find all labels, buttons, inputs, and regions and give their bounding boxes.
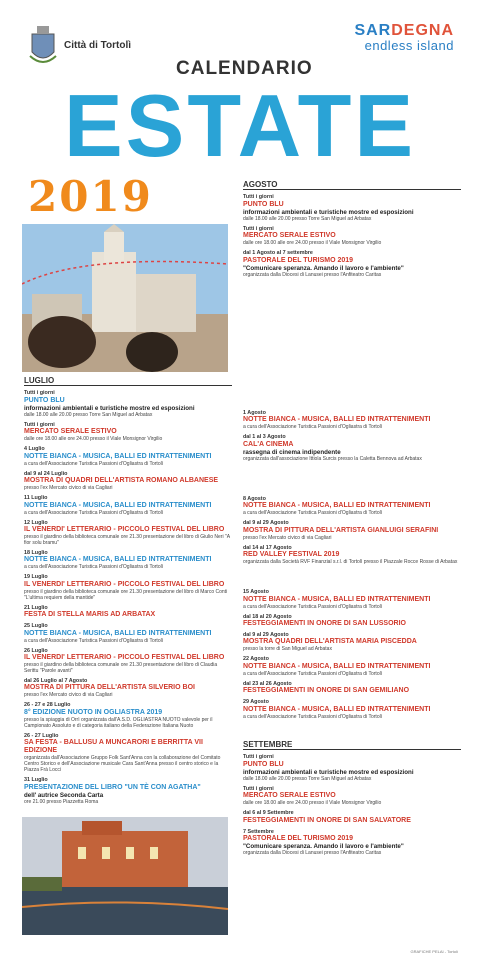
event-title: PUNTO BLU <box>243 200 284 208</box>
event-entry <box>24 733 232 773</box>
event-date: 7 Settembre <box>243 828 274 835</box>
event-desc: presso l'ex Mercato civico di via Cagliari <box>24 485 113 492</box>
event-title: PUNTO BLU <box>243 760 284 768</box>
event-title: SA FESTA - BALLUSU A MUNCARORI E BERRITTA VII EDIZIONE <box>24 739 203 755</box>
event-desc: presso il giardino della biblioteca comunale ore 21.30 presentazione del libro di Claudia Serittu "Parole avanti" <box>24 662 218 675</box>
event-desc: a cura dell'Associazione Turistica Passioni d'Ogliastra di Tortolì <box>243 603 383 610</box>
event-desc: organizzata dall'Associazione Gruppo Folk Sant'Anna con la collaborazione del Comitato Centro Storico e dell'Associazione musicale Cara Sant'Anna presso il centro storico e la Piazza Frà Locci <box>24 755 221 774</box>
event-title: NOTTE BIANCA - MUSICA, BALLI ED INTRATTENIMENTI <box>24 629 212 637</box>
event-entry <box>24 422 232 442</box>
event-entry <box>243 496 461 516</box>
event-entry <box>243 786 461 806</box>
event-title: MERCATO SERALE ESTIVO <box>243 232 336 240</box>
event-title: IL VENERDI' LETTERARIO - PICCOLO FESTIVAL DEL LIBRO <box>24 526 225 534</box>
event-desc: presso il giardino della biblioteca comunale ore 21.30 presentazione del libro di Marco Conti "L'ultima requiem della mantide" <box>24 588 228 601</box>
event-desc: dalle ore 18.00 alle ore 24.00 presso il Viale Monsignor Virgilio <box>243 800 382 807</box>
event-entry <box>243 681 461 695</box>
month-heading: AGOSTO <box>243 182 461 190</box>
event-title: RED VALLEY FESTIVAL 2019 <box>243 551 340 559</box>
event-date: Tutti i giorni <box>243 785 274 792</box>
event-entry <box>243 656 461 676</box>
event-entry <box>24 471 232 491</box>
event-title: MOSTRA DI PITTURA DELL'ARTISTA GIANLUIGI SERAFINI <box>243 526 439 534</box>
season-heading: ESTATE <box>63 76 417 175</box>
event-date: 29 Agosto <box>243 699 269 706</box>
event-title: PASTORALE DEL TURISMO 2019 <box>243 834 354 842</box>
event-entry <box>243 754 461 782</box>
event-date: dal 9 al 29 Agosto <box>243 632 289 639</box>
event-title: FESTEGGIAMENTI IN ONORE DI SAN LUSSORIO <box>243 620 406 628</box>
event-entry <box>243 829 461 857</box>
city-crest-icon <box>28 24 58 66</box>
event-desc: organizzata dall'associazione Ittiola Surcis presso la Caletta Bennova ad Arbatax <box>243 456 422 463</box>
event-entry <box>24 623 232 643</box>
event-date: dal 18 al 20 Agosto <box>243 613 292 620</box>
event-subtitle: "Comunicare speranza. Amando il lavoro e l'ambiente" <box>243 842 404 850</box>
event-date: 26 - 27 e 28 Luglio <box>24 702 71 709</box>
event-date: dal 9 al 24 Luglio <box>24 470 68 477</box>
event-date: 22 Agosto <box>243 656 269 663</box>
event-desc: dalle ore 18.00 alle ore 24.00 presso il Viale Monsignor Virgilio <box>243 240 382 247</box>
agosto-entries <box>243 194 461 719</box>
event-title: NOTTE BIANCA - MUSICA, BALLI ED INTRATTENIMENTI <box>24 501 212 509</box>
event-title: FESTEGGIAMENTI IN ONORE DI SAN GEMILIANO <box>243 687 410 695</box>
event-entry <box>243 410 461 430</box>
event-date: 31 Luglio <box>24 777 48 784</box>
event-date: 1 Agosto <box>243 410 266 417</box>
event-title: MERCATO SERALE ESTIVO <box>243 792 336 800</box>
event-subtitle: rassegna di cinema indipendente <box>243 448 341 456</box>
event-subtitle: dell' autrice Seconda Carta <box>24 791 104 799</box>
event-entry <box>24 495 232 515</box>
sardegna-logo <box>354 22 454 53</box>
agosto-settembre-column <box>243 180 461 860</box>
harbour-photo <box>22 817 228 935</box>
event-desc: a cura dell'Associazione Turistica Passioni d'Ogliastra di Tortolì <box>24 637 164 644</box>
event-title: IL VENERDI' LETTERARIO - PICCOLO FESTIVAL DEL LIBRO <box>24 580 225 588</box>
event-title: NOTTE BIANCA - MUSICA, BALLI ED INTRATTENIMENTI <box>243 705 431 713</box>
event-subtitle: "Comunicare speranza. Amando il lavoro e l'ambiente" <box>243 264 404 272</box>
event-entry <box>24 520 232 546</box>
event-date: 8 Agosto <box>243 496 266 503</box>
event-date: dal 6 al 9 Settembre <box>243 810 294 817</box>
event-entry <box>24 605 232 619</box>
event-desc: a cura dell'Associazione Turistica Passioni d'Ogliastra di Tortolì <box>243 424 383 431</box>
year-heading: 2019 <box>28 172 153 221</box>
event-entry <box>243 632 461 652</box>
event-title: MOSTRA DI PITTURA DELL'ARTISTA SILVERIO BOI <box>24 684 195 692</box>
event-title: NOTTE BIANCA - MUSICA, BALLI ED INTRATTENIMENTI <box>24 556 212 564</box>
event-title: PRESENTAZIONE DEL LIBRO "UN TÈ CON AGATHA" <box>24 783 201 791</box>
event-entry <box>243 699 461 719</box>
event-date: 26 Luglio <box>24 647 48 654</box>
event-desc: organizzata dalla Diocesi di Lanusei presso l'Anfiteatro Caritas <box>243 272 382 279</box>
event-date: Tutti i giorni <box>24 422 55 429</box>
event-title: CAL'A CINEMA <box>243 440 294 448</box>
event-title: PASTORALE DEL TURISMO 2019 <box>243 256 354 264</box>
event-title: NOTTE BIANCA - MUSICA, BALLI ED INTRATTENIMENTI <box>243 595 431 603</box>
event-date: dal 23 al 26 Agosto <box>243 680 292 687</box>
event-desc: organizzata dalla Società RVF Finanzial s.r.l. di Tortolì presso il Piazzale Rocce Rosse di Arbatax <box>243 559 458 566</box>
calendar-heading: CALENDARIO <box>176 58 313 79</box>
event-title: MERCATO SERALE ESTIVO <box>24 428 117 436</box>
event-title: NOTTE BIANCA - MUSICA, BALLI ED INTRATTENIMENTI <box>243 662 431 670</box>
event-date: dal 1 Agosto al 7 settembre <box>243 250 313 257</box>
event-entry <box>243 194 461 222</box>
event-entry <box>24 678 232 698</box>
event-title: NOTTE BIANCA - MUSICA, BALLI ED INTRATTENIMENTI <box>243 502 431 510</box>
brand-tagline: endless island <box>364 38 454 53</box>
event-desc: dalle 18.00 alle 20.00 presso Torre San Miguel ad Arbatax <box>243 216 372 223</box>
event-entry <box>243 250 461 406</box>
event-date: 21 Luglio <box>24 604 48 611</box>
event-date: dal 1 al 3 Agosto <box>243 434 286 441</box>
event-date: Tutti i giorni <box>24 390 55 397</box>
settembre-entries <box>243 754 461 856</box>
event-title: NOTTE BIANCA - MUSICA, BALLI ED INTRATTENIMENTI <box>243 416 431 424</box>
event-date: 11 Luglio <box>24 495 48 502</box>
event-desc: a cura dell'Associazione Turistica Passioni d'Ogliastra di Tortolì <box>243 670 383 677</box>
event-desc: a cura dell'Associazione Turistica Passioni d'Ogliastra di Tortolì <box>24 460 164 467</box>
event-desc: presso la torre di San Miguel ad Arbatax <box>243 646 332 653</box>
event-desc: dalle 18.00 alle 20.00 presso Torre San Miguel ad Arbatax <box>243 775 372 782</box>
event-date: 15 Agosto <box>243 589 269 596</box>
event-desc: organizzata dalla Diocesi di Lanusei presso l'Anfiteatro Caritas <box>243 850 382 857</box>
event-subtitle: informazioni ambientali e turistiche mostre ed esposizioni <box>24 404 195 412</box>
event-entry <box>24 574 232 600</box>
event-date: dal 14 al 17 Agosto <box>243 544 292 551</box>
event-desc: presso l'ex Mercato civico di via Cagliari <box>243 534 332 541</box>
event-entry <box>243 545 461 585</box>
event-entry <box>243 589 461 609</box>
event-desc: presso il giardino della biblioteca comunale ore 21.30 presentazione del libro di Giulio Neri "A fior solu bramu" <box>24 534 230 547</box>
event-entry <box>243 226 461 246</box>
event-date: 26 - 27 Luglio <box>24 732 59 739</box>
event-subtitle: informazioni ambientali e turistiche mostre ed esposizioni <box>243 768 414 776</box>
event-date: 4 Luglio <box>24 446 45 453</box>
event-date: 25 Luglio <box>24 623 48 630</box>
brand-part2: DEGNA <box>391 22 454 39</box>
event-title: MOSTRA DI QUADRI DELL'ARTISTA ROMANO ALBANESE <box>24 477 219 485</box>
brand-part1: SAR <box>354 22 392 39</box>
pastorale-schedule <box>243 278 461 406</box>
event-desc: a cura dell'Associazione Turistica Passioni d'Ogliastra di Tortolì <box>243 510 383 517</box>
event-entry <box>243 614 461 628</box>
luglio-entries <box>24 390 232 805</box>
event-entry <box>24 446 232 466</box>
event-date: Tutti i giorni <box>243 754 274 761</box>
city-name: Città di Tortolì <box>64 40 132 51</box>
event-desc: a cura dell'Associazione Turistica Passioni d'Ogliastra di Tortolì <box>24 509 164 516</box>
event-date: dal 26 Luglio al 7 Agosto <box>24 678 88 685</box>
footer-credit: GRAFICHE PELAI - Tortolì <box>410 949 458 954</box>
event-desc: dalle ore 18.00 alle ore 24.00 presso il Viale Monsignor Virgilio <box>24 436 163 443</box>
event-title: IL VENERDI' LETTERARIO - PICCOLO FESTIVAL DEL LIBRO <box>24 654 225 662</box>
event-desc: a cura dell'Associazione Turistica Passioni d'Ogliastra di Tortolì <box>24 564 164 571</box>
event-entry <box>24 648 232 674</box>
event-entry <box>24 390 232 418</box>
event-date: dal 9 al 29 Agosto <box>243 520 289 527</box>
event-entry <box>24 550 232 570</box>
event-date: 18 Luglio <box>24 550 48 557</box>
event-entry <box>243 520 461 540</box>
event-subtitle: informazioni ambientali e turistiche mostre ed esposizioni <box>243 208 414 216</box>
event-desc: a cura dell'Associazione Turistica Passioni d'Ogliastra di Tortolì <box>243 713 383 720</box>
event-date: Tutti i giorni <box>243 194 274 201</box>
event-date: 19 Luglio <box>24 574 48 581</box>
church-photo <box>22 224 228 372</box>
luglio-column <box>24 376 232 809</box>
event-entry <box>243 434 461 492</box>
event-title: MOSTRA QUADRI DELL'ARTISTA MARIA PISCEDDA <box>243 638 417 646</box>
event-desc: ore 21.00 presso Piazzetta Roma <box>24 798 99 805</box>
event-title: PUNTO BLU <box>24 396 65 404</box>
month-heading: LUGLIO <box>24 378 232 386</box>
event-desc: dalle 18.00 alle 20.00 presso Torre San Miguel ad Arbatax <box>24 412 153 419</box>
event-title: 8° EDIZIONE NUOTO IN OGLIASTRA 2019 <box>24 708 163 716</box>
event-title: FESTEGGIAMENTI IN ONORE DI SAN SALVATORE <box>243 816 411 824</box>
event-date: Tutti i giorni <box>243 226 274 233</box>
event-desc: presso la spiaggia di Orrì organizzata dall'A.S.D. OGLIASTRA NUOTO valevole per il Campionato Assoluto e di categoria italiano della Federazione Italiana Nuoto <box>24 716 213 729</box>
event-title: NOTTE BIANCA - MUSICA, BALLI ED INTRATTENIMENTI <box>24 452 212 460</box>
event-title: FESTA DI STELLA MARIS AD ARBATAX <box>24 611 156 619</box>
event-desc: presso l'ex Mercato civico di via Cagliari <box>24 692 113 699</box>
month-heading: SETTEMBRE <box>243 742 461 750</box>
event-entry <box>24 777 232 805</box>
event-entry <box>24 702 232 728</box>
event-entry <box>243 810 461 824</box>
event-date: 12 Luglio <box>24 519 48 526</box>
